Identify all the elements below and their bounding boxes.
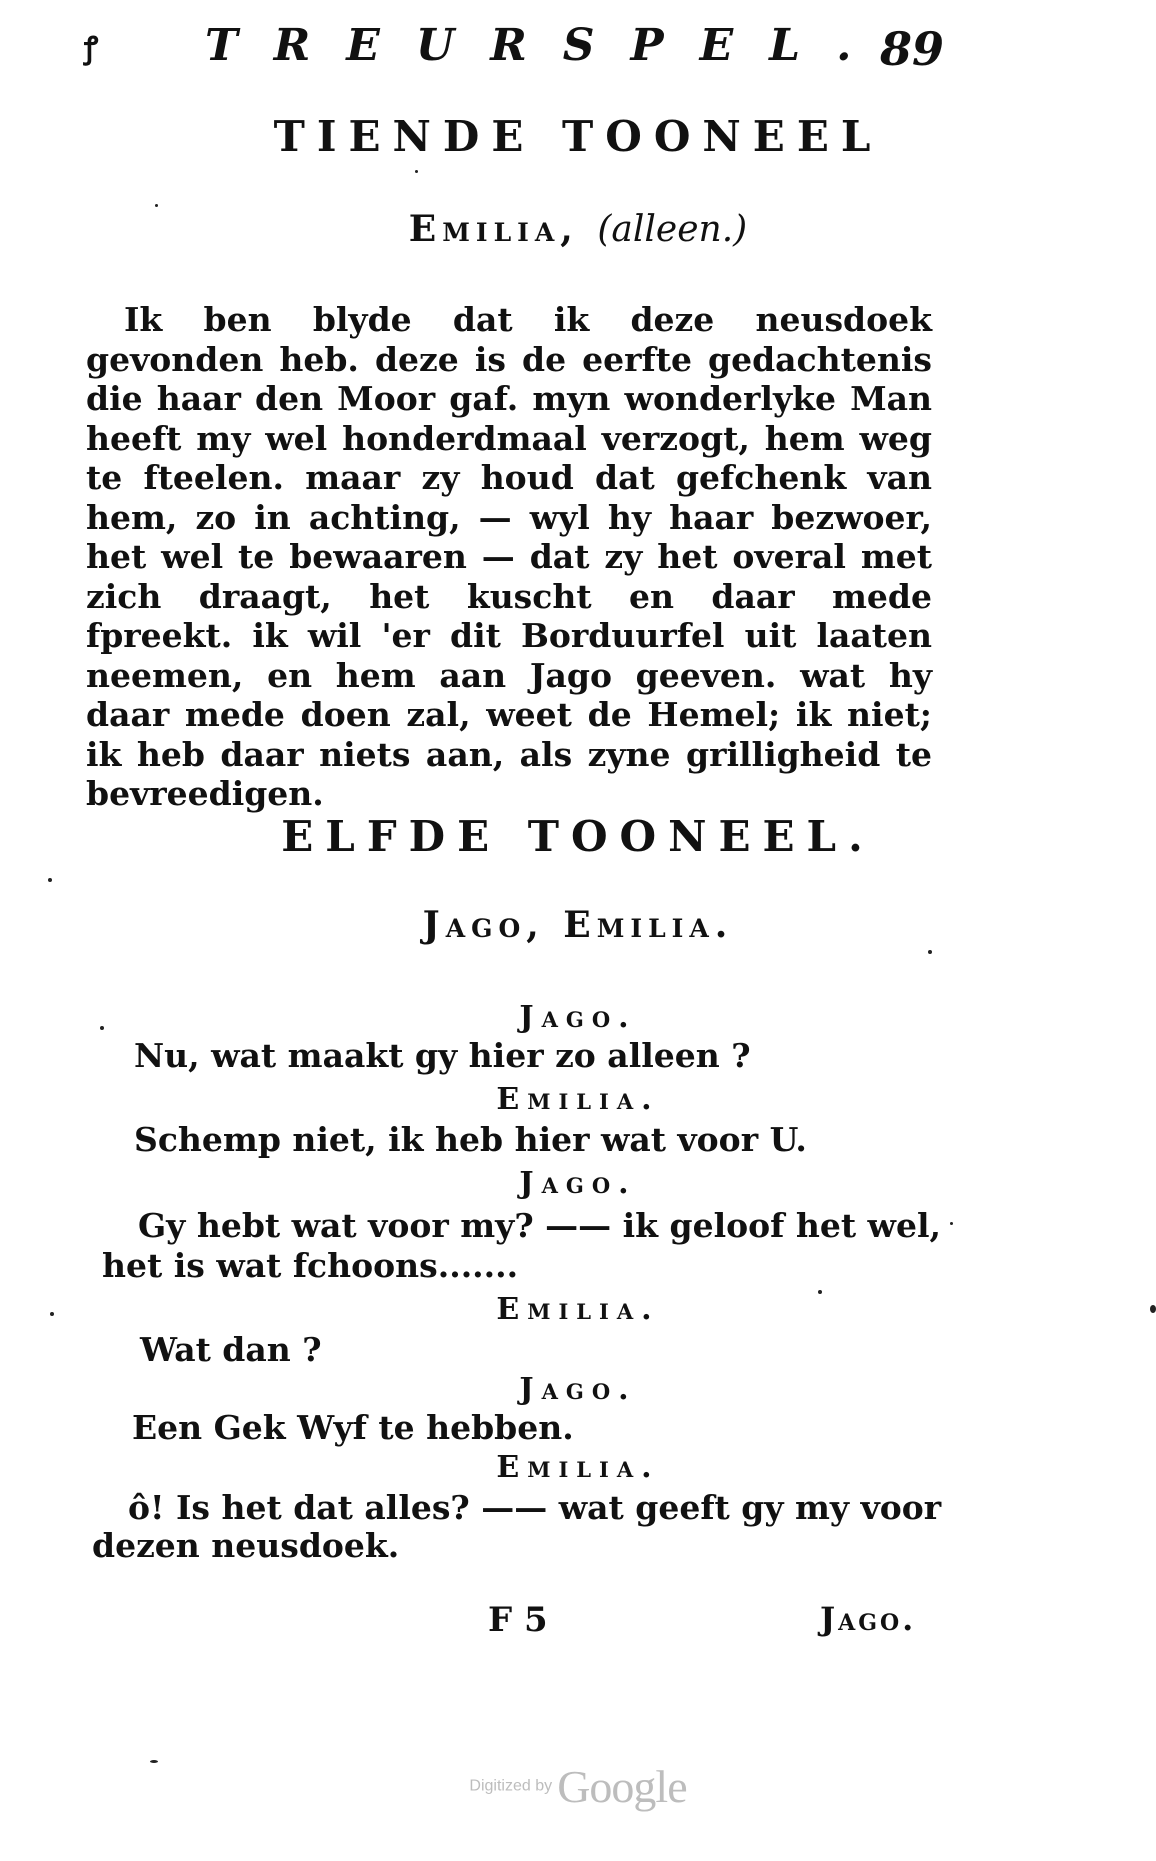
dialogue-line: Wat dan ? [140, 1330, 322, 1369]
scene-10-stage-direction: (alleen.) [597, 209, 748, 250]
scene-10-speaker-line [0, 208, 1156, 250]
signature-mark: F 5 [488, 1600, 548, 1640]
dialogue-line: Schemp niet, ik heb hier wat voor U. [134, 1120, 807, 1159]
digitized-watermark [0, 1760, 1156, 1813]
dialogue-line: ô! Is het dat alles? —— wat geeft gy my voor [128, 1488, 942, 1527]
speaker-tag: Jago. [519, 1166, 637, 1201]
dialogue-line: het is wat fchoons....... [102, 1246, 519, 1285]
page-number: 89 [880, 22, 945, 76]
dialogue-line: Een Gek Wyf te hebben. [132, 1408, 574, 1447]
ink-speck [928, 950, 932, 954]
speaker-tag: Emilia. [496, 1082, 660, 1117]
catchword: Jago. [820, 1600, 917, 1638]
ink-speck [950, 1222, 953, 1225]
watermark-prefix: Digitized by [469, 1777, 553, 1795]
ink-speck [100, 1026, 104, 1030]
ink-speck [50, 1312, 54, 1316]
scene-10-monologue [86, 300, 932, 814]
dialogue-line: Gy hebt wat voor my? —— ik geloof het wel, [138, 1206, 941, 1245]
ink-speck [818, 1290, 822, 1294]
speaker-tag: Emilia. [496, 1450, 660, 1485]
scene-11-title: ELFDE TOONEEL. [281, 812, 875, 861]
speaker-tag: Jago. [519, 1000, 637, 1035]
dialogue-line: Nu, wat maakt gy hier zo alleen ? [134, 1036, 751, 1075]
dialogue-line: dezen neusdoek. [92, 1526, 400, 1565]
google-logo: Google [557, 1761, 687, 1812]
ink-speck [155, 204, 158, 207]
ink-speck [415, 170, 418, 173]
monologue-paragraph: Ik ben blyde dat ik deze neusdoek gevonden heb. deze is de eerfte gedachtenis die haar den Moor gaf. myn wonderlyke Man heeft my wel honderdmaal verzogt, hem weg te fteelen. maar zy houd dat gefchenk van hem, zo in achting, — wyl hy haar bezwoer, het wel te bewaaren — dat zy het overal met zich draagt, het kuscht en daar mede fpreekt. ik wil 'er dit Borduurfel uit laaten neemen, en hem aan Jago geeven. wat hy daar mede doen zal, weet de Hemel; ik niet; ik heb daar niets aan, als zyne grilligheid te bevreedigen. [86, 300, 932, 813]
ink-speck [1150, 1305, 1156, 1313]
speaker-tag: Emilia. [496, 1292, 660, 1327]
scene-10-title: TIENDE TOONEEL [273, 112, 883, 161]
ink-speck [48, 878, 52, 882]
running-head-title: TREURSPEL. [205, 20, 888, 71]
scene-10-speaker: Emilia, [408, 208, 579, 250]
ink-speck [150, 1760, 158, 1763]
running-head-mark: ꝭ [84, 31, 99, 66]
speaker-tag: Jago. [519, 1372, 637, 1407]
running-head [80, 14, 960, 74]
scene-11-speakers: Jago, Emilia. [422, 904, 734, 946]
